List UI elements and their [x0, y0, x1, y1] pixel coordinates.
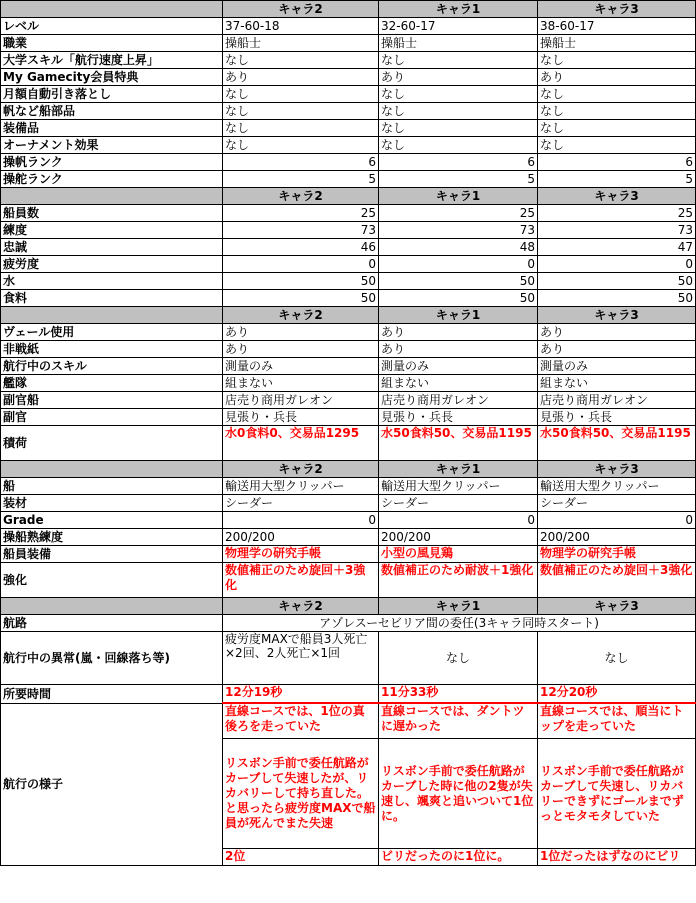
row-value: 5 [223, 171, 379, 188]
row-value: なし [538, 103, 696, 120]
header-corner-cell [1, 461, 223, 478]
row-value: 操船士 [379, 35, 538, 52]
table-row [1, 563, 696, 598]
row-label: 強化 [1, 563, 223, 598]
row-value: 0 [223, 256, 379, 273]
row-value: 組まない [223, 375, 379, 392]
header-char-cell: キャラ3 [538, 307, 696, 324]
table-row [1, 632, 696, 685]
row-label: 大学スキル「航行速度上昇」 [1, 52, 223, 69]
table-row [1, 426, 696, 461]
row-label: My Gamecity会員特典 [1, 69, 223, 86]
header-row [1, 598, 696, 615]
row-label: 船員数 [1, 205, 223, 222]
row-value: あり [538, 69, 696, 86]
row-value: 物理学の研究手帳 [223, 546, 379, 563]
row-label: 水 [1, 273, 223, 290]
row-value: 測量のみ [538, 358, 696, 375]
row-value: 疲労度MAXで船員3人死亡×2回、2人死亡×1回 [223, 632, 379, 685]
row-value: 測量のみ [223, 358, 379, 375]
header-char-cell: キャラ2 [223, 188, 379, 205]
row-label: 操帆ランク [1, 154, 223, 171]
row-value: 200/200 [223, 529, 379, 546]
row-value: あり [379, 69, 538, 86]
header-char-cell: キャラ2 [223, 461, 379, 478]
row-value: 輸送用大型クリッパー [538, 478, 696, 495]
row-value: 48 [379, 239, 538, 256]
row-value: 32-60-17 [379, 18, 538, 35]
row-value: 操船士 [223, 35, 379, 52]
row-value: 200/200 [379, 529, 538, 546]
header-char-cell: キャラ1 [379, 188, 538, 205]
row-label: Grade [1, 512, 223, 529]
table-row [1, 205, 696, 222]
row-value: なし [379, 137, 538, 154]
table-row [1, 324, 696, 341]
row-value: なし [538, 86, 696, 103]
row-value: リスボン手前で委任航路がカーブして失速し、リカバリーできずにゴールまでずっとモタモタしていた [538, 739, 696, 849]
table-row [1, 409, 696, 426]
table-row [1, 375, 696, 392]
row-value: なし [538, 52, 696, 69]
header-char-cell: キャラ3 [538, 461, 696, 478]
row-label: 職業 [1, 35, 223, 52]
row-label: 月額自動引き落とし [1, 86, 223, 103]
row-value: 組まない [538, 375, 696, 392]
table-row [1, 703, 696, 739]
row-value: 輸送用大型クリッパー [379, 478, 538, 495]
table-row [1, 18, 696, 35]
row-label: 帆など船部品 [1, 103, 223, 120]
row-value: 5 [538, 171, 696, 188]
row-value: 25 [538, 205, 696, 222]
row-label: ヴェール使用 [1, 324, 223, 341]
row-value: 0 [538, 512, 696, 529]
row-value: 73 [538, 222, 696, 239]
table-row [1, 358, 696, 375]
row-label: 航路 [1, 615, 223, 632]
row-value: 組まない [379, 375, 538, 392]
row-value: 見張り・兵長 [379, 409, 538, 426]
row-value: 水50食料50、交易品1195 [379, 426, 538, 461]
row-value: 46 [223, 239, 379, 256]
header-char-cell: キャラ1 [379, 461, 538, 478]
row-value: 直線コースでは、1位の真後ろを走っていた [223, 703, 379, 739]
table-row [1, 35, 696, 52]
table-row [1, 495, 696, 512]
row-value: 50 [538, 273, 696, 290]
row-label: 積荷 [1, 426, 223, 461]
row-value: 11分33秒 [379, 685, 538, 704]
row-value: なし [223, 52, 379, 69]
row-value: 測量のみ [379, 358, 538, 375]
header-char-cell: キャラ1 [379, 307, 538, 324]
row-value: シーダー [223, 495, 379, 512]
row-value: 25 [379, 205, 538, 222]
row-value: あり [538, 324, 696, 341]
table-row [1, 615, 696, 632]
row-value: 37-60-18 [223, 18, 379, 35]
row-value: なし [223, 103, 379, 120]
header-row [1, 461, 696, 478]
header-char-cell: キャラ3 [538, 598, 696, 615]
row-value: 見張り・兵長 [223, 409, 379, 426]
row-value: 38-60-17 [538, 18, 696, 35]
row-value: 12分20秒 [538, 685, 696, 704]
row-value: 200/200 [538, 529, 696, 546]
table-row [1, 69, 696, 86]
row-value: リスボン手前で委任航路がカーブした時に他の2隻が失速し、颯爽と追いついて1位に。 [379, 739, 538, 849]
row-label: 忠誠 [1, 239, 223, 256]
row-value: 50 [538, 290, 696, 307]
row-value: 直線コースでは、順当にトップを走っていた [538, 703, 696, 739]
header-char-cell: キャラ3 [538, 1, 696, 18]
header-row [1, 188, 696, 205]
row-value: あり [223, 69, 379, 86]
row-value: ビリだったのに1位に。 [379, 849, 538, 866]
row-value: なし [223, 137, 379, 154]
row-value: 数値補正のため耐波＋1強化 [379, 563, 538, 598]
row-value: 数値補正のため旋回＋3強化 [538, 563, 696, 598]
table-row [1, 529, 696, 546]
table-row [1, 120, 696, 137]
row-value: 1位だったはずなのにビリ [538, 849, 696, 866]
row-label: 船員装備 [1, 546, 223, 563]
table-row [1, 103, 696, 120]
row-value: 2位 [223, 849, 379, 866]
row-value: シーダー [379, 495, 538, 512]
row-value: 47 [538, 239, 696, 256]
row-label: 装材 [1, 495, 223, 512]
row-value: あり [223, 324, 379, 341]
table-row [1, 137, 696, 154]
header-char-cell: キャラ3 [538, 188, 696, 205]
row-value: 水0食料0、交易品1295 [223, 426, 379, 461]
row-value: 5 [379, 171, 538, 188]
table-row [1, 273, 696, 290]
row-value: 物理学の研究手帳 [538, 546, 696, 563]
table-row [1, 154, 696, 171]
row-value: 店売り商用ガレオン [538, 392, 696, 409]
row-label: 航行中のスキル [1, 358, 223, 375]
row-value: 6 [538, 154, 696, 171]
row-value: 店売り商用ガレオン [379, 392, 538, 409]
row-value: あり [223, 341, 379, 358]
table-row [1, 685, 696, 704]
row-value: あり [538, 341, 696, 358]
row-label: 疲労度 [1, 256, 223, 273]
header-corner-cell [1, 307, 223, 324]
row-value: 数値補正のため旋回＋3強化 [223, 563, 379, 598]
header-row [1, 307, 696, 324]
table-row [1, 392, 696, 409]
row-value: 50 [379, 290, 538, 307]
row-value: なし [379, 120, 538, 137]
row-value: 店売り商用ガレオン [223, 392, 379, 409]
row-label: 装備品 [1, 120, 223, 137]
header-corner-cell [1, 188, 223, 205]
row-value: 水50食料50、交易品1195 [538, 426, 696, 461]
row-label: 船 [1, 478, 223, 495]
row-value: 50 [223, 290, 379, 307]
row-value: なし [538, 120, 696, 137]
row-label: 操船熟練度 [1, 529, 223, 546]
table-row [1, 512, 696, 529]
row-value: 50 [223, 273, 379, 290]
row-value: 小型の風見鶏 [379, 546, 538, 563]
row-label: 非戦紙 [1, 341, 223, 358]
row-label: 副官 [1, 409, 223, 426]
header-char-cell: キャラ1 [379, 598, 538, 615]
row-label: 練度 [1, 222, 223, 239]
row-value: リスボン手前で委任航路がカーブして失速したが、リカバリーして持ち直した。と思ったら疲労度MAXで船員が死んでまた失速 [223, 739, 379, 849]
table-row [1, 222, 696, 239]
row-value: 50 [379, 273, 538, 290]
row-label: 食料 [1, 290, 223, 307]
row-value: なし [379, 632, 538, 685]
row-label: 航行中の異常(嵐・回線落ち等) [1, 632, 223, 685]
row-value: 操船士 [538, 35, 696, 52]
row-value: シーダー [538, 495, 696, 512]
row-value: なし [223, 86, 379, 103]
header-char-cell: キャラ2 [223, 598, 379, 615]
table-row [1, 290, 696, 307]
row-value: あり [379, 324, 538, 341]
header-char-cell: キャラ2 [223, 307, 379, 324]
header-corner-cell [1, 598, 223, 615]
header-corner-cell [1, 1, 223, 18]
row-value: 輸送用大型クリッパー [223, 478, 379, 495]
row-value: 0 [538, 256, 696, 273]
header-char-cell: キャラ1 [379, 1, 538, 18]
row-value: 0 [223, 512, 379, 529]
row-value: 73 [223, 222, 379, 239]
row-value: 73 [379, 222, 538, 239]
row-value: なし [223, 120, 379, 137]
row-label: 所要時間 [1, 685, 223, 704]
row-label: 副官船 [1, 392, 223, 409]
table-row [1, 171, 696, 188]
table-row [1, 341, 696, 358]
table-row [1, 478, 696, 495]
row-value: なし [538, 632, 696, 685]
row-value: 0 [379, 256, 538, 273]
row-value: 6 [379, 154, 538, 171]
table-row [1, 52, 696, 69]
table-row [1, 546, 696, 563]
row-label: 航行の様子 [1, 703, 223, 866]
row-label: 艦隊 [1, 375, 223, 392]
table-row [1, 239, 696, 256]
row-value: なし [379, 103, 538, 120]
row-value: なし [538, 137, 696, 154]
row-value: なし [379, 86, 538, 103]
row-label: 操舵ランク [1, 171, 223, 188]
row-value: 見張り・兵長 [538, 409, 696, 426]
route-value: アゾレスーセビリア間の委任(3キャラ同時スタート) [223, 615, 696, 632]
row-value: あり [379, 341, 538, 358]
row-value: 0 [379, 512, 538, 529]
row-value: 6 [223, 154, 379, 171]
header-row [1, 1, 696, 18]
row-value: 直線コースでは、ダントツに遅かった [379, 703, 538, 739]
row-label: オーナメント効果 [1, 137, 223, 154]
row-value: なし [379, 52, 538, 69]
header-char-cell: キャラ2 [223, 1, 379, 18]
row-label: レベル [1, 18, 223, 35]
row-value: 25 [223, 205, 379, 222]
table-row [1, 256, 696, 273]
table-row [1, 86, 696, 103]
row-value: 12分19秒 [223, 685, 379, 704]
